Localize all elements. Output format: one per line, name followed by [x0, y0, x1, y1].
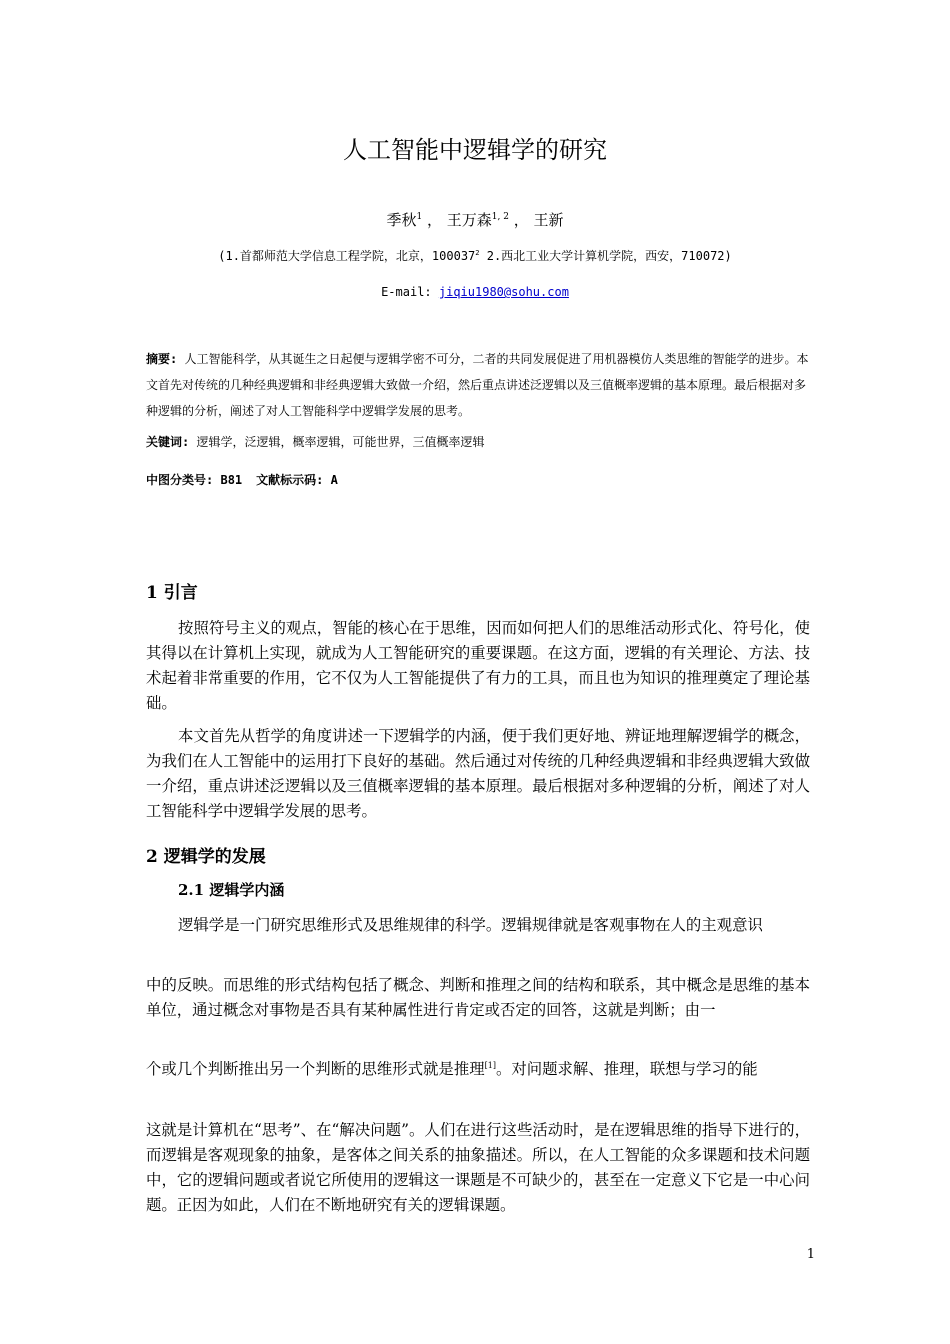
- keywords-text: 逻辑学，泛逻辑，概率逻辑，可能世界，三值概率逻辑: [196, 435, 485, 449]
- paper-title: 人工智能中逻辑学的研究: [343, 136, 607, 164]
- body-paragraph: [146, 1057, 810, 1082]
- paragraph-text: 本文首先从哲学的角度讲述一下逻辑学的内涵，便于我们更好地、辨证地理解逻辑学的概念，为我们在人工智能中的运用打下良好的基础。然后通过对传统的几种经典逻辑和非经典逻辑大致做一介绍，重点讲述泛逻辑以及三值概率逻辑的基本原理。最后根据对多种逻辑的分析，阐述了对人工智能科学中逻辑学发展的思考。: [146, 727, 810, 820]
- author-separator: ，: [426, 211, 442, 229]
- author-separator: ，: [513, 211, 529, 229]
- author-name: 季秋: [386, 211, 417, 229]
- body-paragraph: [146, 1118, 810, 1218]
- page-number: 1: [806, 1247, 815, 1262]
- email-line: [0, 282, 950, 302]
- paragraph-text: 按照符号主义的观点，智能的核心在于思维，因而如何把人们的思维活动形式化、符号化，使其得以在计算机上实现，就成为人工智能研究的重要课题。在这方面，逻辑的有关理论、方法、技术起着非常重要的作用，它不仅为人工智能提供了有力的工具，而且也为知识的推理奠定了理论基础。: [146, 619, 810, 712]
- section-heading-intro: 1 引言: [146, 583, 198, 603]
- email-link[interactable]: jiqiu1980@sohu.com: [438, 285, 569, 299]
- clc-value: B81: [220, 473, 243, 487]
- paragraph-text: 逻辑学是一门研究思维形式及思维规律的科学。逻辑规律就是客观事物在人的主观意识: [178, 916, 763, 934]
- keywords-colon: :: [182, 435, 197, 449]
- affiliation-text: (1.首都师范大学信息工程学院，北京，100037: [218, 249, 476, 263]
- clc-label: 中图分类号: [146, 473, 207, 487]
- section-heading-logic-development: 2 逻辑学的发展: [146, 847, 266, 867]
- affiliations: [0, 246, 950, 266]
- paragraph-text: 中的反映。而思维的形式结构包括了概念、判断和推理之间的结构和联系，其中概念是思维的基本单位，通过概念对事物是否具有某种属性进行肯定或否定的回答，这就是判断；由一: [146, 976, 810, 1019]
- abstract: [146, 346, 810, 424]
- affiliation-marker: 2: [475, 249, 480, 257]
- keywords-label: 关键词: [146, 435, 183, 449]
- body-paragraph: [146, 724, 810, 824]
- email-label: E-mail:: [381, 285, 439, 299]
- paragraph-text: 。对问题求解、推理，联想与学习的能: [495, 1060, 758, 1078]
- affiliation-text: 2.西北工业大学计算机学院，西安，710072): [479, 249, 732, 263]
- body-paragraph: [146, 913, 810, 938]
- classification-line: 中图分类号: B81 文献标示码: A: [146, 473, 338, 487]
- abstract-text: 人工智能科学，从其诞生之日起便与逻辑学密不可分，二者的共同发展促进了用机器模仿人类思维的智能学的进步。本文首先对传统的几种经典逻辑和非经典逻辑大致做一介绍，然后重点讲述泛逻辑以及三值概率逻辑的基本原理。最后根据对多种逻辑的分析，阐述了对人工智能科学中逻辑学发展的思考。: [146, 352, 809, 418]
- doc-code-label: 文献标示码: [256, 473, 317, 487]
- paragraph-text: 这就是计算机在“思考”、在“解决问题”。人们在进行这些活动时，是在逻辑思维的指导下进行的，而逻辑是客观现象的抽象，是客体之间关系的抽象描述。所以，在人工智能的众多课题和技术问题中，它的逻辑问题或者说它所使用的逻辑这一课题是不可缺少的，甚至在一定意义下它是一中心问题。正因为如此，人们在不断地研究有关的逻辑课题。: [146, 1121, 810, 1214]
- doc-code-value: A: [330, 473, 338, 487]
- subsection-heading-logic-connotation: 2.1 逻辑学内涵: [178, 881, 285, 899]
- keywords: [146, 432, 810, 452]
- body-paragraph: [146, 973, 810, 1023]
- citation-marker[interactable]: [1]: [484, 1060, 496, 1070]
- abstract-label: 摘要: [146, 352, 171, 366]
- author-name: 王万森: [446, 211, 492, 229]
- body-paragraph: [146, 616, 810, 716]
- paragraph-text: 个或几个判断推出另一个判断的思维形式就是推理: [146, 1060, 485, 1078]
- author-name: 王新: [533, 211, 564, 229]
- abstract-colon: :: [170, 352, 185, 366]
- author-affiliation-marker: 1: [416, 212, 423, 222]
- author-affiliation-marker: 1, 2: [491, 212, 509, 222]
- author-list: [0, 208, 950, 232]
